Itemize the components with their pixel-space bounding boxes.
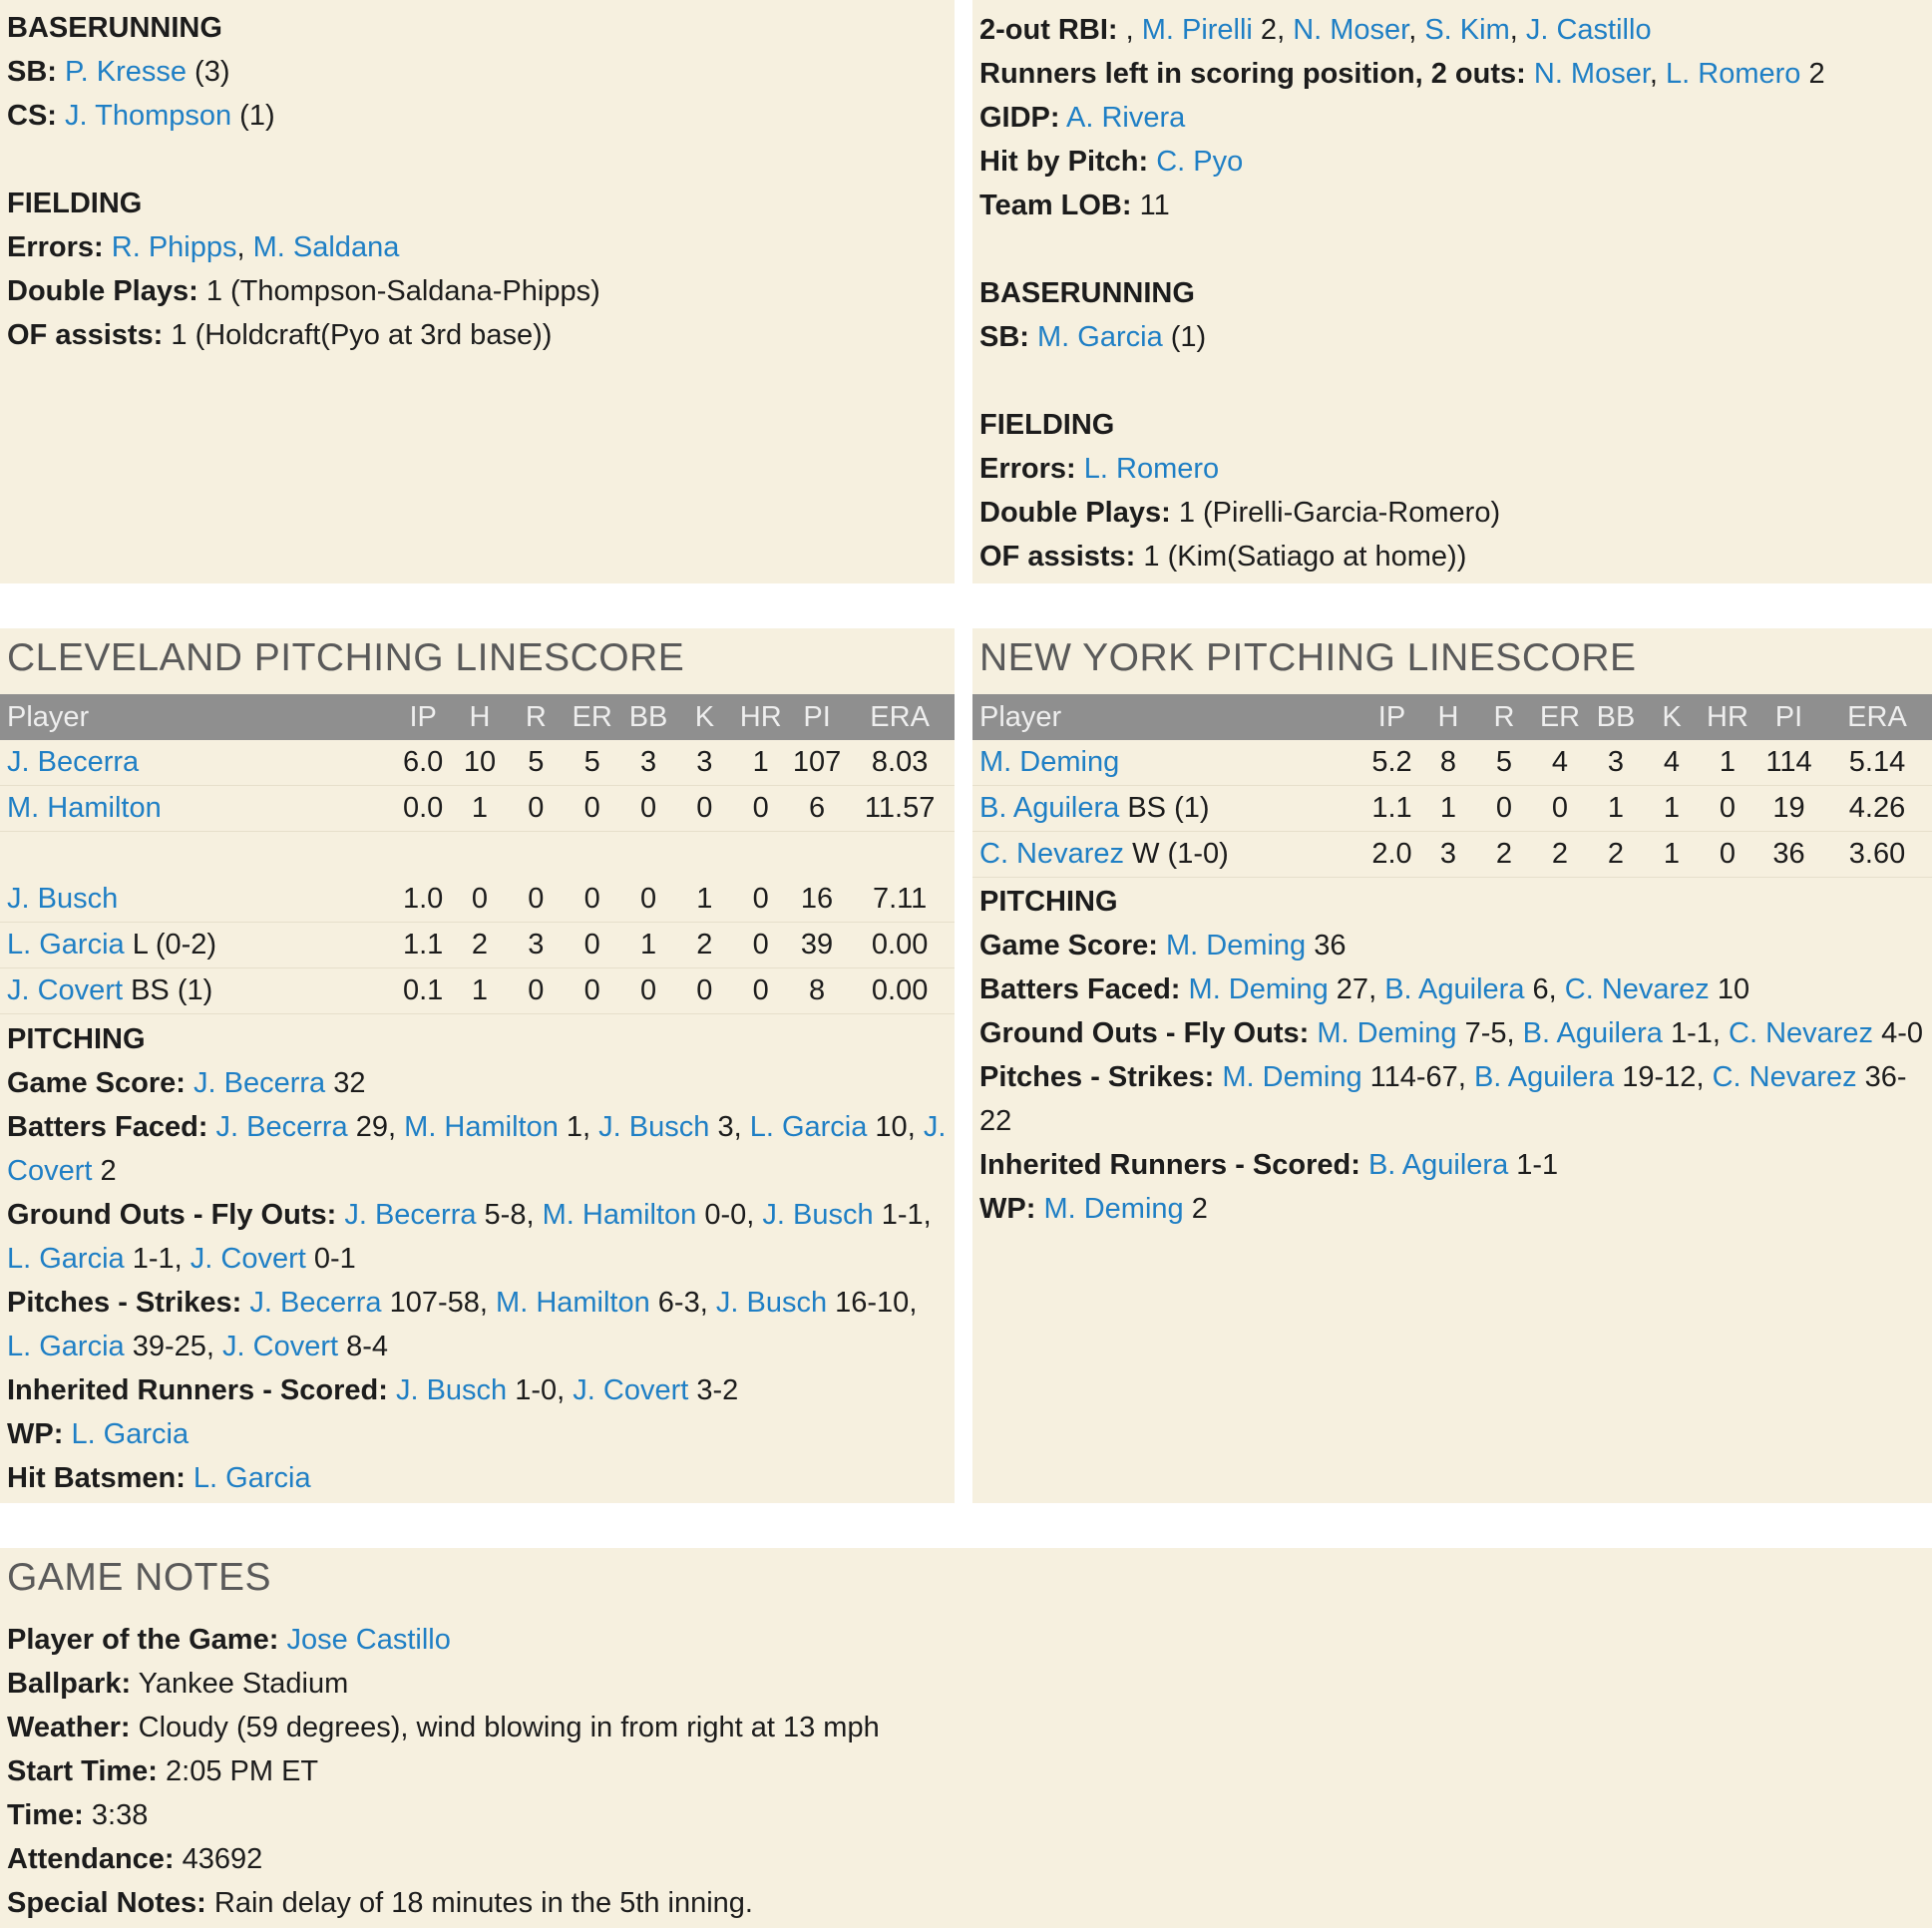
player-link[interactable]: L. Garcia <box>7 929 125 961</box>
section-title: CLEVELAND PITCHING LINESCORE <box>7 636 685 679</box>
player-link[interactable]: M. Deming <box>1222 1061 1362 1093</box>
column-header[interactable]: BB <box>1588 694 1644 740</box>
errors-line: Errors: L. Romero <box>979 453 1220 485</box>
section-title: GAME NOTES <box>7 1556 272 1599</box>
stat-hr: 0 <box>733 923 789 968</box>
game-time-line: Time: 3:38 <box>7 1799 149 1831</box>
stat-r: 5 <box>1476 740 1532 786</box>
stat-era: 3.60 <box>1822 832 1932 878</box>
stat-era: 0.00 <box>845 968 955 1014</box>
column-header[interactable]: Player <box>0 694 394 740</box>
stat-h: 1 <box>452 786 508 832</box>
stat-ip: 1.1 <box>394 923 451 968</box>
stat-pi: 16 <box>789 877 845 923</box>
table-row <box>0 740 955 786</box>
stat-er: 4 <box>1532 740 1588 786</box>
stat-pi: 36 <box>1755 832 1822 878</box>
player-link[interactable]: J. Thompson <box>65 100 232 132</box>
player-link[interactable]: M. Deming <box>979 746 1120 778</box>
double-plays-line: Double Plays: 1 (Pirelli-Garcia-Romero) <box>979 497 1501 529</box>
go-fo-line: Ground Outs - Fly Outs: J. Becerra 5-8, M. Hamilton 0-0, J. Busch 1-1, L. Garcia 1-1, J. Covert 0-1 <box>7 1199 932 1275</box>
player-link[interactable]: J. Covert <box>190 1243 306 1275</box>
of-assists-line: OF assists: 1 (Kim(Satiago at home)) <box>979 541 1467 573</box>
player-link[interactable]: C. Nevarez <box>1712 1061 1857 1093</box>
player-link[interactable]: J. Covert <box>222 1331 339 1362</box>
stat-h: 0 <box>452 877 508 923</box>
column-header[interactable]: PI <box>1755 694 1822 740</box>
hbp-line: Hit by Pitch: C. Pyo <box>979 146 1244 178</box>
player-link[interactable]: M. Deming <box>1165 930 1307 962</box>
player-link[interactable]: C. Nevarez <box>979 838 1125 870</box>
gidp-line: GIDP: A. Rivera <box>979 102 1186 134</box>
stat-bb: 2 <box>1588 832 1644 878</box>
stat-hr: 0 <box>733 877 789 923</box>
wp-line: WP: M. Deming 2 <box>979 1193 1208 1225</box>
column-header[interactable]: K <box>1644 694 1700 740</box>
player-link[interactable]: L. Garcia <box>749 1111 868 1143</box>
pitching-heading: PITCHING <box>7 1023 146 1055</box>
baserunning-heading: BASERUNNING <box>7 12 222 44</box>
player-link[interactable]: B. Aguilera <box>1473 1061 1615 1093</box>
stat-ip: 6.0 <box>394 740 451 786</box>
pitching-heading: PITCHING <box>979 886 1118 918</box>
player-link[interactable]: M. Deming <box>1188 973 1329 1005</box>
column-header[interactable]: R <box>1476 694 1532 740</box>
batters-faced-line: Batters Faced: M. Deming 27, B. Aguilera 6, C. Nevarez 10 <box>979 973 1750 1005</box>
player-link[interactable]: M. Hamilton <box>542 1199 697 1231</box>
stat-pi: 39 <box>789 923 845 968</box>
table-row <box>0 786 955 832</box>
stat-k: 2 <box>676 923 732 968</box>
stat-hr: 1 <box>1700 740 1755 786</box>
table-header-row <box>0 694 955 740</box>
column-header[interactable]: HR <box>733 694 789 740</box>
player-link[interactable]: J. Becerra <box>344 1199 477 1231</box>
stat-pi: 19 <box>1755 786 1822 832</box>
team-lob-line: Team LOB: 11 <box>979 190 1170 221</box>
table-row <box>0 877 955 923</box>
column-header[interactable]: IP <box>394 694 451 740</box>
stat-hr: 1 <box>733 740 789 786</box>
player-link[interactable]: L. Romero <box>1666 58 1801 90</box>
player-link[interactable]: J. Busch <box>715 1287 828 1319</box>
column-header[interactable]: H <box>452 694 508 740</box>
stat-r: 0 <box>508 968 564 1014</box>
player-link[interactable]: M. Hamilton <box>496 1287 650 1319</box>
column-header[interactable]: PI <box>789 694 845 740</box>
column-header[interactable]: IP <box>1363 694 1420 740</box>
player-link[interactable]: J. Castillo <box>1525 14 1652 46</box>
stat-pi: 114 <box>1755 740 1822 786</box>
stat-k: 1 <box>1644 786 1700 832</box>
stat-h: 2 <box>452 923 508 968</box>
stat-ip: 2.0 <box>1363 832 1420 878</box>
player-link[interactable]: M. Deming <box>1317 1017 1457 1049</box>
stat-era: 4.26 <box>1822 786 1932 832</box>
table-row: B. Aguilera BS (1) 1.1 1 0 0 1 1 0 19 4.26 <box>972 786 1932 832</box>
stat-era: 11.57 <box>845 786 955 832</box>
stat-era: 7.11 <box>845 877 955 923</box>
player-link[interactable]: N. Moser <box>1533 58 1650 90</box>
column-header[interactable]: ER <box>565 694 620 740</box>
two-out-rbi-line: 2-out RBI: , M. Pirelli 2, N. Moser, S. Kim, J. Castillo <box>979 14 1652 46</box>
baserunning-heading: BASERUNNING <box>979 277 1195 309</box>
player-link[interactable]: M. Hamilton <box>7 792 162 824</box>
special-notes-line: Special Notes: Rain delay of 18 minutes in the 5th inning. <box>7 1887 753 1919</box>
newyork-pitching-panel <box>972 628 1932 1503</box>
player-link[interactable]: B. Aguilera <box>1367 1149 1509 1181</box>
cs-line: CS: J. Thompson (1) <box>7 100 275 132</box>
newyork-misc-panel <box>972 0 1932 583</box>
stat-hr: 0 <box>1700 786 1755 832</box>
cleveland-pitching-panel <box>0 628 955 1503</box>
stat-bb: 3 <box>620 740 676 786</box>
stat-h: 1 <box>1420 786 1476 832</box>
player-link[interactable]: C. Nevarez <box>1564 973 1710 1005</box>
stat-k: 0 <box>676 968 732 1014</box>
table-row: L. Garcia L (0-2) 1.1 2 3 0 1 2 0 39 0.00 <box>0 923 955 968</box>
column-header[interactable]: ER <box>1532 694 1588 740</box>
pitching-table <box>0 694 955 1014</box>
stat-ip: 0.1 <box>394 968 451 1014</box>
stat-bb: 1 <box>620 923 676 968</box>
double-plays-line: Double Plays: 1 (Thompson-Saldana-Phipps) <box>7 275 600 307</box>
fielding-heading: FIELDING <box>7 188 143 219</box>
player-link[interactable]: M. Hamilton <box>404 1111 559 1143</box>
stat-er: 0 <box>565 923 620 968</box>
stat-pi: 8 <box>789 968 845 1014</box>
player-link[interactable]: P. Kresse <box>65 56 187 88</box>
player-link[interactable]: J. Becerra <box>249 1287 382 1319</box>
stat-r: 0 <box>1476 786 1532 832</box>
column-header[interactable]: ERA <box>845 694 955 740</box>
weather-line: Weather: Cloudy (59 degrees), wind blowing in from right at 13 mph <box>7 1712 880 1743</box>
stat-h: 8 <box>1420 740 1476 786</box>
stat-k: 3 <box>676 740 732 786</box>
column-header[interactable]: K <box>676 694 732 740</box>
stat-k: 1 <box>1644 832 1700 878</box>
column-header[interactable]: Player <box>972 694 1363 740</box>
column-header[interactable]: HR <box>1700 694 1755 740</box>
player-link[interactable]: C. Pyo <box>1156 146 1244 178</box>
game-notes-panel <box>0 1548 1932 1928</box>
player-link[interactable]: Jose Castillo <box>286 1624 451 1656</box>
stat-era: 0.00 <box>845 923 955 968</box>
stat-hr: 0 <box>1700 832 1755 878</box>
player-link[interactable]: M. Deming <box>1043 1193 1184 1225</box>
game-score-line: Game Score: J. Becerra 32 <box>7 1067 366 1099</box>
stat-bb: 0 <box>620 877 676 923</box>
player-link[interactable]: M. Pirelli <box>1141 14 1253 46</box>
player-link[interactable]: J. Covert <box>573 1374 689 1406</box>
column-header[interactable]: BB <box>620 694 676 740</box>
player-link[interactable]: L. Garcia <box>71 1418 190 1450</box>
stat-r: 0 <box>508 786 564 832</box>
of-assists-line: OF assists: 1 (Holdcraft(Pyo at 3rd base)) <box>7 319 553 351</box>
stat-hr: 0 <box>733 786 789 832</box>
pitches-strikes-line: Pitches - Strikes: M. Deming 114-67, B. Aguilera 19-12, C. Nevarez 36-22 <box>979 1061 1907 1137</box>
player-link[interactable]: S. Kim <box>1424 14 1510 46</box>
table-header-row <box>972 694 1932 740</box>
stat-er: 0 <box>565 968 620 1014</box>
batters-faced-line: Batters Faced: J. Becerra 29, M. Hamilton 1, J. Busch 3, L. Garcia 10, J. Covert 2 <box>7 1111 947 1187</box>
player-link[interactable]: M. Saldana <box>252 231 400 263</box>
player-link[interactable]: M. Garcia <box>1037 321 1163 353</box>
hit-batsmen-line: Hit Batsmen: L. Garcia <box>7 1462 311 1494</box>
go-fo-line: Ground Outs - Fly Outs: M. Deming 7-5, B. Aguilera 1-1, C. Nevarez 4-0 <box>979 1017 1924 1049</box>
player-link[interactable]: C. Nevarez <box>1729 1017 1874 1049</box>
inherited-runners-line: Inherited Runners - Scored: B. Aguilera 1-1 <box>979 1149 1559 1181</box>
start-time-line: Start Time: 2:05 PM ET <box>7 1755 319 1787</box>
stat-bb: 1 <box>1588 786 1644 832</box>
stat-h: 1 <box>452 968 508 1014</box>
stat-ip: 0.0 <box>394 786 451 832</box>
column-header[interactable]: R <box>508 694 564 740</box>
stat-pi: 6 <box>789 786 845 832</box>
table-row: J. Covert BS (1) 0.1 1 0 0 0 0 0 8 0.00 <box>0 968 955 1014</box>
player-link[interactable]: J. Becerra <box>215 1111 348 1143</box>
player-link[interactable]: J. Becerra <box>193 1067 326 1099</box>
stat-k: 4 <box>1644 740 1700 786</box>
column-header[interactable]: H <box>1420 694 1476 740</box>
stat-k: 0 <box>676 786 732 832</box>
stat-h: 3 <box>1420 832 1476 878</box>
player-link[interactable]: J. Becerra <box>7 746 140 778</box>
player-link[interactable]: L. Garcia <box>7 1331 125 1362</box>
stat-h: 10 <box>452 740 508 786</box>
stat-r: 2 <box>1476 832 1532 878</box>
stat-r: 0 <box>508 877 564 923</box>
spacer-row <box>0 832 955 878</box>
player-link[interactable]: L. Romero <box>1083 453 1220 485</box>
stat-er: 2 <box>1532 832 1588 878</box>
game-score-line: Game Score: M. Deming 36 <box>979 930 1347 962</box>
attendance-line: Attendance: 43692 <box>7 1843 263 1875</box>
wp-line: WP: L. Garcia <box>7 1418 190 1450</box>
stat-hr: 0 <box>733 968 789 1014</box>
column-header[interactable]: ERA <box>1822 694 1932 740</box>
player-link[interactable]: J. Busch <box>7 883 119 915</box>
stat-ip: 5.2 <box>1363 740 1420 786</box>
player-link[interactable]: L. Garcia <box>7 1243 125 1275</box>
table-row: C. Nevarez W (1-0) 2.0 3 2 2 2 1 0 36 3.60 <box>972 832 1932 878</box>
player-link[interactable]: J. Covert <box>7 1111 947 1187</box>
stat-bb: 0 <box>620 786 676 832</box>
player-link[interactable]: J. Covert <box>7 974 124 1006</box>
stat-ip: 1.1 <box>1363 786 1420 832</box>
player-link[interactable]: B. Aguilera <box>1522 1017 1663 1049</box>
stat-er: 0 <box>565 877 620 923</box>
stat-er: 5 <box>565 740 620 786</box>
stat-er: 0 <box>565 786 620 832</box>
fielding-heading: FIELDING <box>979 409 1115 441</box>
player-link[interactable]: R. Phipps <box>111 231 237 263</box>
stat-r: 5 <box>508 740 564 786</box>
player-link[interactable]: A. Rivera <box>1066 102 1186 134</box>
stat-er: 0 <box>1532 786 1588 832</box>
errors-line: Errors: R. Phipps, M. Saldana <box>7 231 400 263</box>
player-link[interactable]: B. Aguilera <box>979 792 1120 824</box>
inherited-runners-line: Inherited Runners - Scored: J. Busch 1-0, J. Covert 3-2 <box>7 1374 739 1406</box>
sb-line: SB: M. Garcia (1) <box>979 321 1207 353</box>
stat-k: 1 <box>676 877 732 923</box>
pitches-strikes-line: Pitches - Strikes: J. Becerra 107-58, M. Hamilton 6-3, J. Busch 16-10, L. Garcia 39-25, J. Covert 8-4 <box>7 1287 918 1362</box>
player-link[interactable]: N. Moser <box>1293 14 1409 46</box>
cleveland-misc-panel <box>0 0 955 583</box>
player-link[interactable]: J. Busch <box>762 1199 874 1231</box>
section-title: NEW YORK PITCHING LINESCORE <box>979 636 1637 679</box>
risp-line: Runners left in scoring position, 2 outs: N. Moser, L. Romero 2 <box>979 58 1825 90</box>
stat-r: 3 <box>508 923 564 968</box>
stat-bb: 3 <box>1588 740 1644 786</box>
player-link[interactable]: J. Busch <box>598 1111 710 1143</box>
player-link[interactable]: J. Busch <box>395 1374 508 1406</box>
stat-bb: 0 <box>620 968 676 1014</box>
stat-ip: 1.0 <box>394 877 451 923</box>
pitching-table <box>972 694 1932 878</box>
player-link[interactable]: L. Garcia <box>193 1462 311 1494</box>
table-row <box>972 740 1932 786</box>
player-of-game-line: Player of the Game: Jose Castillo <box>7 1624 451 1656</box>
stat-era: 5.14 <box>1822 740 1932 786</box>
ballpark-line: Ballpark: Yankee Stadium <box>7 1668 349 1700</box>
player-link[interactable]: B. Aguilera <box>1384 973 1525 1005</box>
sb-line: SB: P. Kresse (3) <box>7 56 230 88</box>
stat-era: 8.03 <box>845 740 955 786</box>
stat-pi: 107 <box>789 740 845 786</box>
